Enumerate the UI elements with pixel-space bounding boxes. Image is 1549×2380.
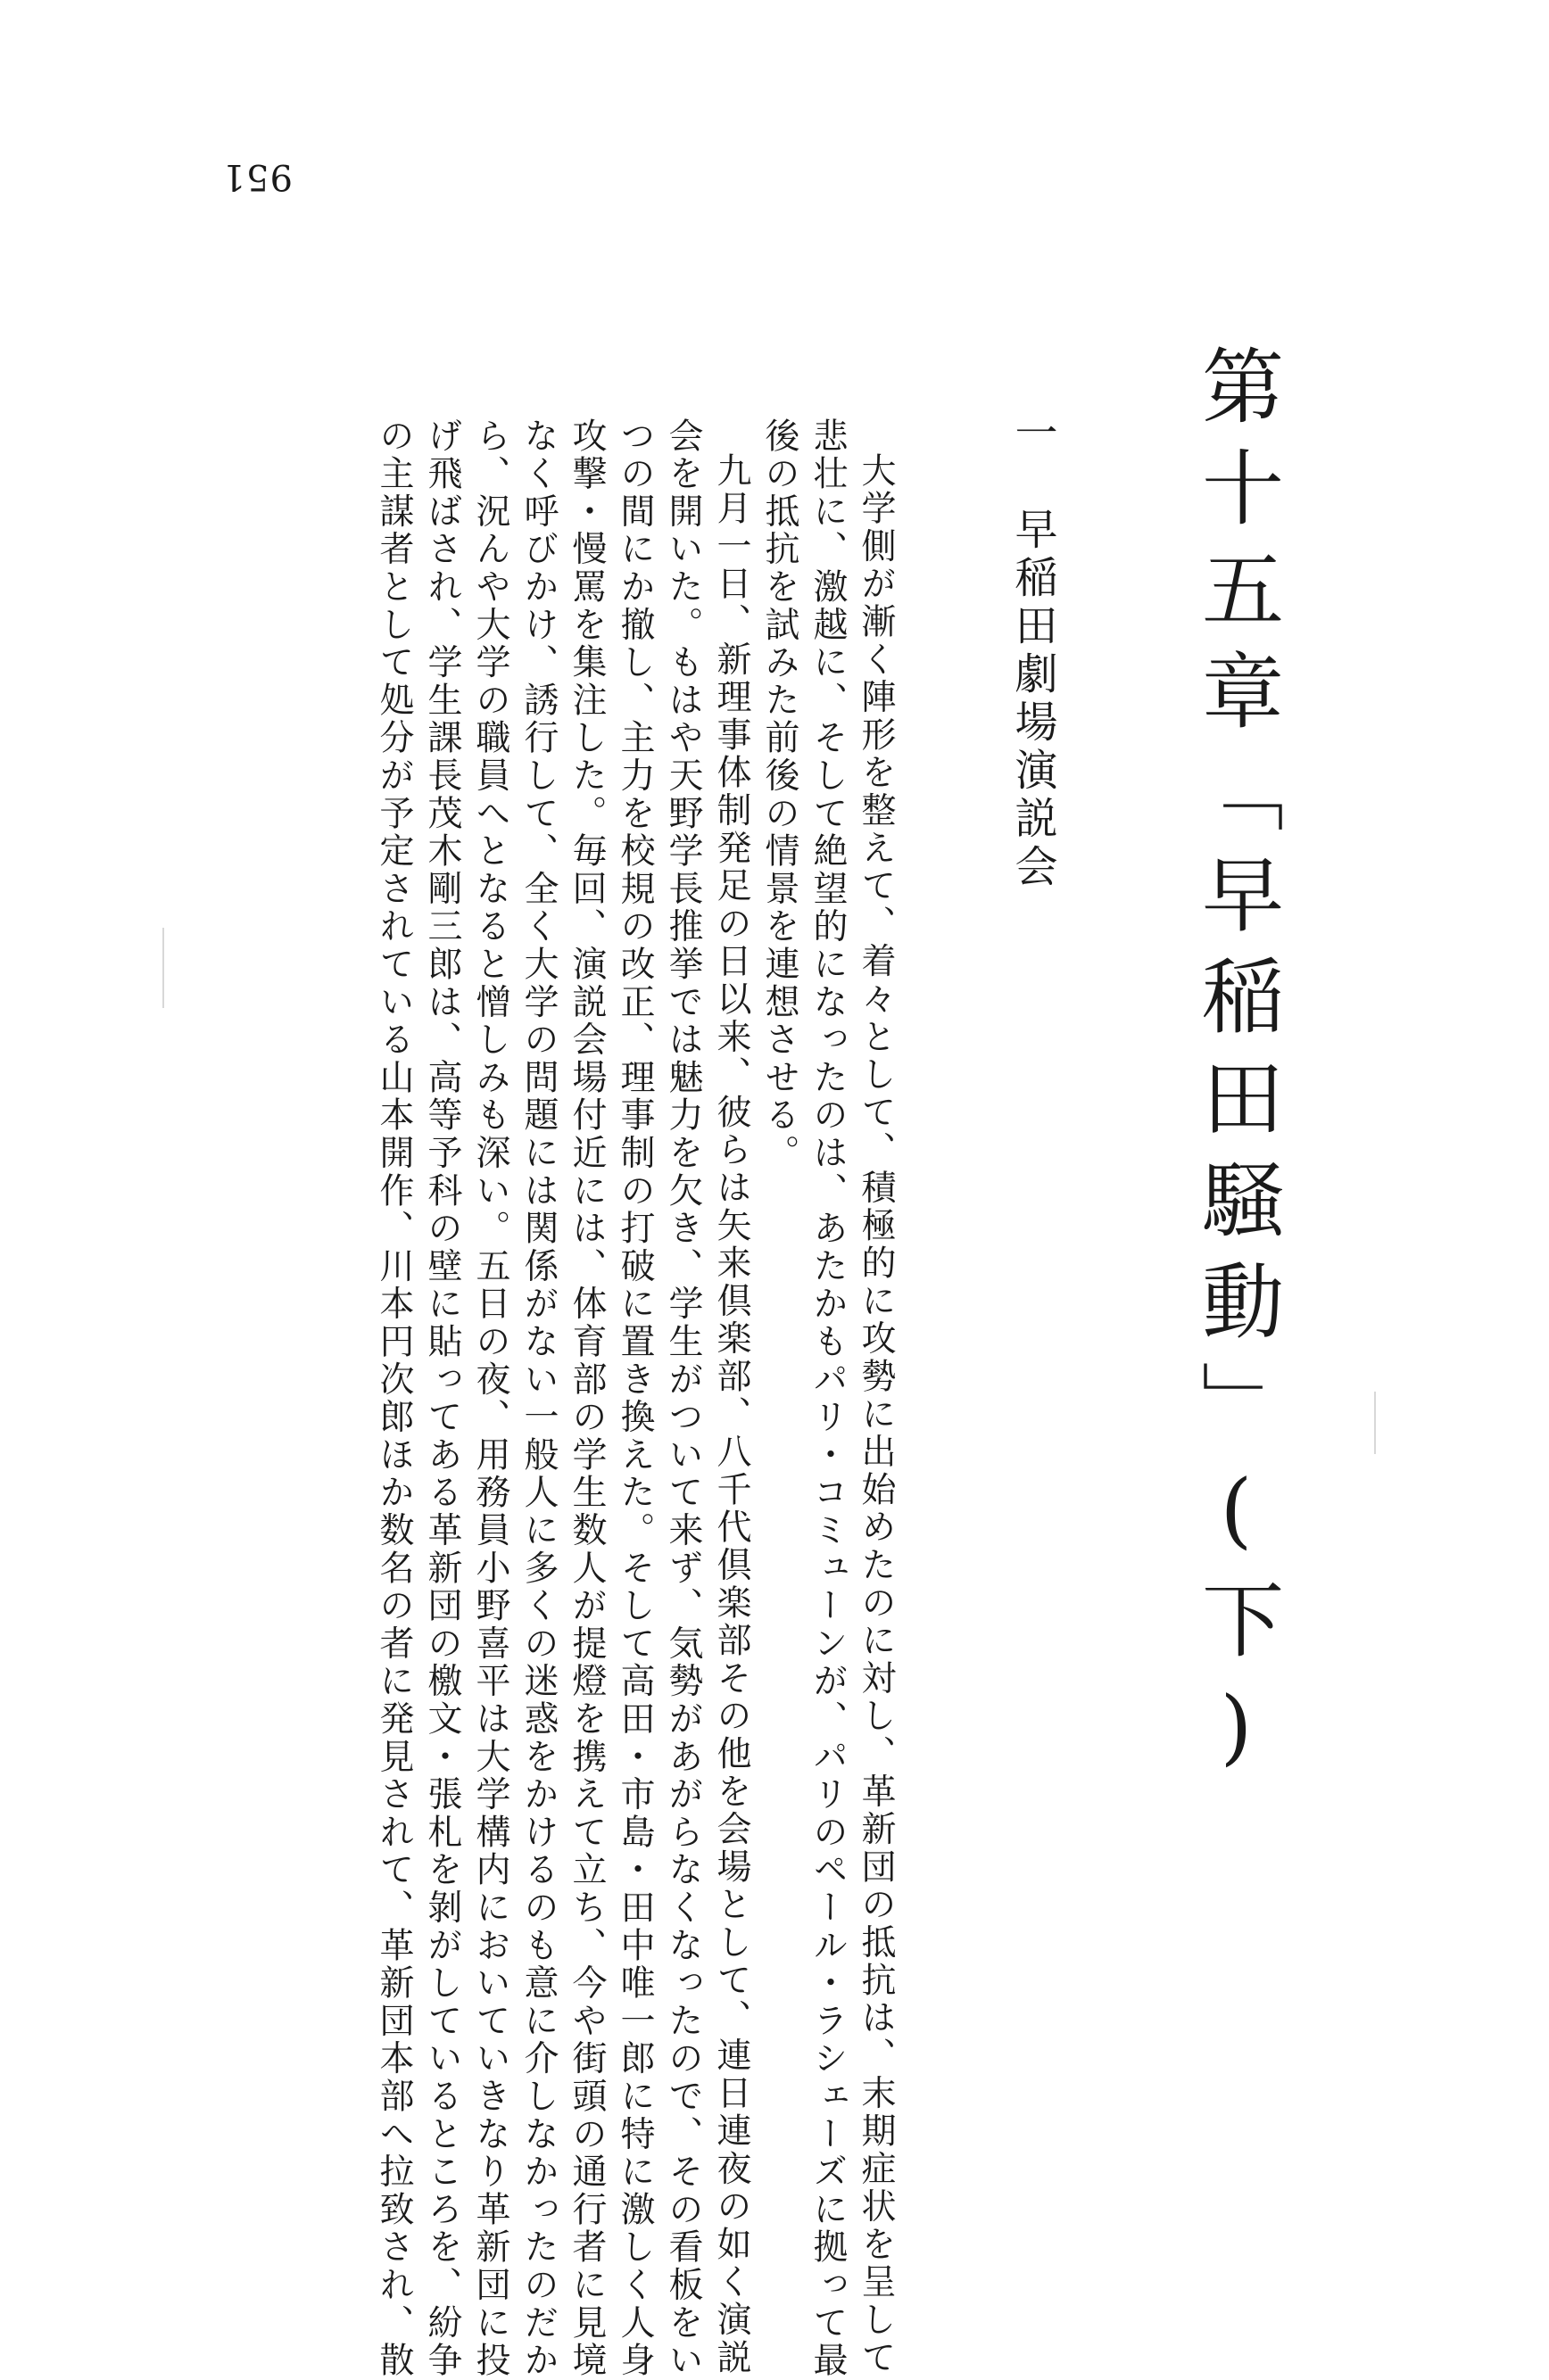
body-line: 悲壮に、激越に、そして絶望的になったのは、あたかもパリ・コミューンが、パリのペール・ラシェーズに拠って最 bbox=[808, 417, 848, 2380]
scan-mark bbox=[1374, 1392, 1376, 1454]
page-number: 951 bbox=[221, 156, 293, 197]
body-line: 会を開いた。もはや天野学長推挙では魅力を欠き、学生がついて来ず、気勢があがらなくなったので、その看板をい bbox=[663, 417, 703, 2380]
scan-mark bbox=[162, 928, 164, 1008]
body-line: 後の抵抗を試みた前後の情景を連想させる。 bbox=[759, 417, 799, 1172]
body-line: の主謀者として処分が予定されている山本開作、川本円次郎ほか数名の者に発見されて、革新団本部へ拉致され、散 bbox=[374, 417, 414, 2380]
body-line: 九月一日、新理事体制発足の日以来、彼らは矢来倶楽部、八千代倶楽部その他を会場として、連日連夜の如く演説 bbox=[711, 452, 751, 2377]
body-line: 大学側が漸く陣形を整えて、着々として、積極的に攻勢に出始めたのに対し、革新団の抵抗は、末期症状を呈して bbox=[856, 452, 896, 2377]
chapter-title: 第十五章「早稲田騒動」(下) bbox=[1189, 343, 1284, 1794]
body-line: ら、況んや大学の職員へとなると憎しみも深い。五日の夜、用務員小野喜平は大学構内においていきなり革新団に投 bbox=[470, 417, 510, 2380]
body-line: 攻撃・慢罵を集注した。毎回、演説会場付近には、体育部の学生数人が提燈を携えて立ち、今や街頭の通行者に見境 bbox=[567, 417, 607, 2380]
body-line: なく呼びかけ、誘行して、全く大学の問題には関係がない一般人に多くの迷惑をかけるのも意に介しなかったのだか bbox=[518, 417, 559, 2380]
body-line: つの間にか撤し、主力を校規の改正、理事制の打破に置き換えた。そして高田・市島・田中唯一郎に特に激しく人身 bbox=[615, 417, 655, 2380]
section-title: 一 早稲田劇場演説会 bbox=[1007, 410, 1057, 892]
body-line: げ飛ばされ、学生課長茂木剛三郎は、高等予科の壁に貼ってある革新団の檄文・張札を剝がしているところを、紛争 bbox=[422, 417, 462, 2380]
